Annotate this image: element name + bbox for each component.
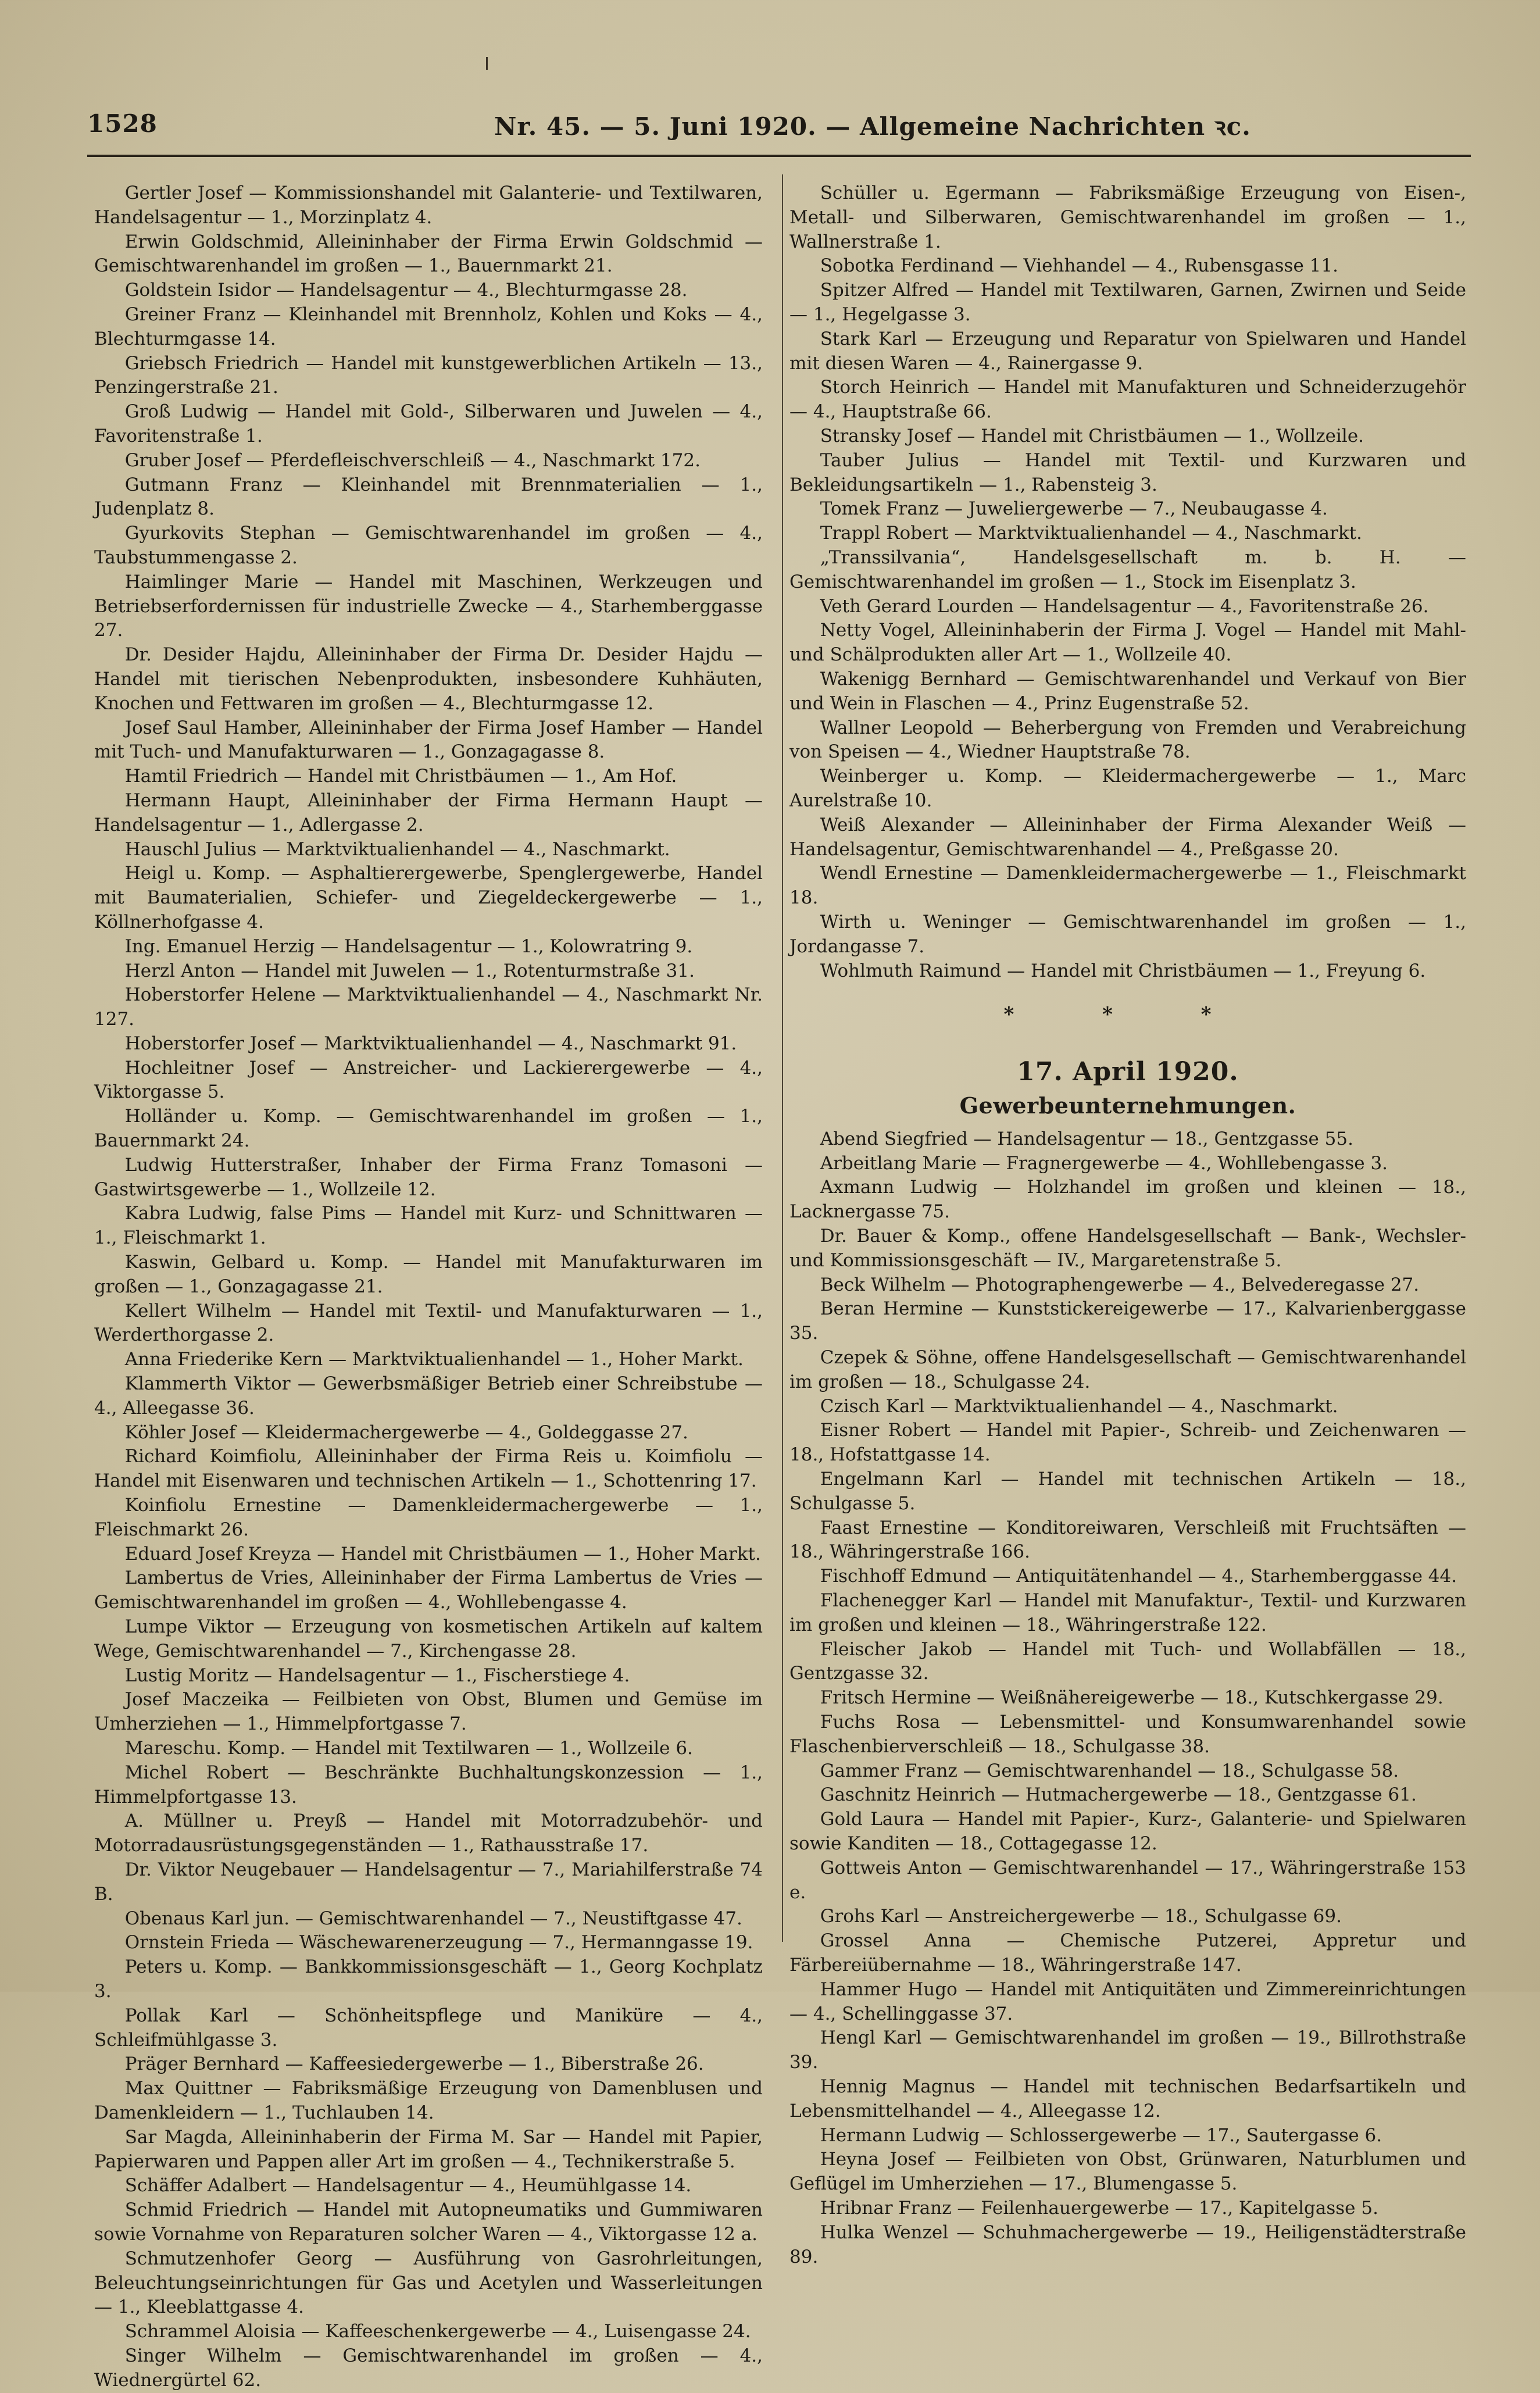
- business-entry: Holländer u. Komp. — Gemischtwarenhandel im großen — 1., Bauernmarkt 24.: [94, 1106, 763, 1152]
- running-head: Nr. 45. — 5. Juni 1920. — Allgemeine Nachrichten ꝛc.: [494, 112, 1251, 141]
- business-entry: Engelmann Karl — Handel mit technischen Artikeln — 18., Schulgasse 5.: [789, 1469, 1466, 1514]
- business-entry: Sar Magda, Alleininhaberin der Firma M. Sar — Handel mit Papier, Papierwaren und Pappen aller Art im großen — 4., Technikerstraße 5.: [94, 2126, 763, 2172]
- business-entry: Gaschnitz Heinrich — Hutmachergewerbe — 18., Gentzgasse 61.: [820, 1784, 1417, 1806]
- section-date: 17. April 1920.: [1017, 1057, 1239, 1087]
- business-entry: Grossel Anna — Chemische Putzerei, Appretur und Färbereiübernahme — 18., Währingerstraße 147.: [789, 1930, 1466, 1976]
- business-entry: Heigl u. Komp. — Asphaltierergewerbe, Spenglergewerbe, Handel mit Baumaterialien, Schiefer- und Ziegeldeckergewerbe — 1., Köllnerhofgasse 4.: [94, 863, 763, 933]
- business-entry: Wakenigg Bernhard — Gemischtwarenhandel und Verkauf von Bier und Wein in Flaschen — 4., Prinz Eugenstraße 52.: [789, 668, 1466, 714]
- business-entry: Goldstein Isidor — Handelsagentur — 4., Blechturmgasse 28.: [124, 280, 688, 301]
- business-entry: Weiß Alexander — Alleininhaber der Firma Alexander Weiß — Handelsagentur, Gemischtwarenhandel — 4., Preßgasse 20.: [789, 814, 1466, 860]
- business-entry: Mareschu. Komp. — Handel mit Textilwaren — 1., Wollzeile 6.: [124, 1738, 693, 1759]
- business-entry: Dr. Viktor Neugebauer — Handelsagentur — 7., Mariahilferstraße 74 B.: [94, 1859, 763, 1905]
- business-entry: Kellert Wilhelm — Handel mit Textil- und Manufakturwaren — 1., Werderthorgasse 2.: [94, 1300, 763, 1346]
- business-entry: Fuchs Rosa — Lebensmittel- und Konsumwarenhandel sowie Flaschenbierverschleiß — 18., Schulgasse 38.: [789, 1712, 1466, 1757]
- business-entry: Grohs Karl — Anstreichergewerbe — 18., Schulgasse 69.: [820, 1906, 1342, 1927]
- business-entry: Fischhoff Edmund — Antiquitätenhandel — 4., Starhemberggasse 44.: [820, 1566, 1457, 1587]
- business-entry: Spitzer Alfred — Handel mit Textilwaren, Garnen, Zwirnen und Seide — 1., Hegelgasse 3.: [789, 280, 1466, 325]
- business-entry: Dr. Desider Hajdu, Alleininhaber der Firma Dr. Desider Hajdu — Handel mit tierischen Nebenprodukten, insbesondere Kuhhäuten, Knochen und Fettwaren im großen — 4., Blechturmgasse 12.: [94, 644, 763, 714]
- business-entry: „Transsilvania“, Handelsgesellschaft m. b. H. — Gemischtwarenhandel im großen — 1., Stock im Eisenplatz 3.: [789, 547, 1466, 592]
- business-entry: Ornstein Frieda — Wäschewarenerzeugung — 7., Hermanngasse 19.: [124, 1932, 753, 1953]
- business-entry: Arbeitlang Marie — Fragnergewerbe — 4., Wohllebengasse 3.: [820, 1152, 1388, 1174]
- business-entry: Groß Ludwig — Handel mit Gold-, Silberwaren und Juwelen — 4., Favoritenstraße 1.: [94, 401, 763, 447]
- business-entry: Kabra Ludwig, false Pims — Handel mit Kurz- und Schnittwaren — 1., Fleischmarkt 1.: [94, 1203, 763, 1249]
- page-header: [87, 109, 1471, 144]
- business-entry: Dr. Bauer & Komp., offene Handelsgesellschaft — Bank-, Wechsler- und Kommissionsgeschäft — IV., Margaretenstraße 5.: [789, 1226, 1466, 1271]
- business-entry: Hochleitner Josef — Anstreicher- und Lackierergewerbe — 4., Viktorgasse 5.: [94, 1057, 763, 1103]
- business-entry: Flachenegger Karl — Handel mit Manufaktur-, Textil- und Kurzwaren im großen und kleinen — 18., Währingerstraße 122.: [789, 1590, 1466, 1635]
- business-entry: Trappl Robert — Marktviktualienhandel — 4., Naschmarkt.: [820, 523, 1362, 544]
- business-entry: Gottweis Anton — Gemischtwarenhandel — 17., Währingerstraße 153 e.: [789, 1857, 1466, 1903]
- business-entry: Wohlmuth Raimund — Handel mit Christbäumen — 1., Freyung 6.: [820, 960, 1426, 981]
- business-entry: Koinfiolu Ernestine — Damenkleidermachergewerbe — 1., Fleischmarkt 26.: [94, 1495, 763, 1540]
- business-entry: Hamtil Friedrich — Handel mit Christbäumen — 1., Am Hof.: [124, 766, 677, 787]
- business-entry: Kaswin, Gelbard u. Komp. — Handel mit Manufakturwaren im großen — 1., Gonzagagasse 21.: [94, 1252, 763, 1297]
- business-entry: Gertler Josef — Kommissionshandel mit Galanterie- und Textilwaren, Handelsagentur — 1., Morzinplatz 4.: [94, 183, 763, 228]
- business-entry: Fleischer Jakob — Handel mit Tuch- und Wollabfällen — 18., Gentzgasse 32.: [789, 1638, 1466, 1684]
- business-entry: Greiner Franz — Kleinhandel mit Brennholz, Kohlen und Koks — 4., Blechturmgasse 14.: [94, 303, 763, 349]
- business-entry: Eisner Robert — Handel mit Papier-, Schreib- und Zeichenwaren — 18., Hofstattgasse 14.: [789, 1420, 1466, 1466]
- business-entry: Beran Hermine — Kunststickereigewerbe — 17., Kalvarienberggasse 35.: [789, 1298, 1466, 1344]
- business-entry: Klammerth Viktor — Gewerbsmäßiger Betrieb einer Schreibstube — 4., Alleegasse 36.: [94, 1373, 763, 1419]
- business-entry: Josef Maczeika — Feilbieten von Obst, Blumen und Gemüse im Umherziehen — 1., Himmelpfortgasse 7.: [94, 1689, 763, 1735]
- business-entry: Hermann Haupt, Alleininhaber der Firma Hermann Haupt — Handelsagentur — 1., Adlergasse 2.: [94, 790, 763, 835]
- business-entry: Tomek Franz — Juweliergewerbe — 7., Neubaugasse 4.: [820, 498, 1328, 520]
- business-entry: Wirth u. Weninger — Gemischtwarenhandel im großen — 1., Jordangasse 7.: [789, 911, 1466, 957]
- business-entry: Heyna Josef — Feilbieten von Obst, Grünwaren, Naturblumen und Geflügel im Umherziehen — 17., Blumengasse 5.: [789, 2149, 1466, 2195]
- business-entry: Hoberstorfer Josef — Marktviktualienhandel — 4., Naschmarkt 91.: [124, 1033, 737, 1054]
- business-entry: Schmid Friedrich — Handel mit Autopneumatiks und Gummiwaren sowie Vornahme von Reparaturen solcher Waren — 4., Viktorgasse 12 a.: [94, 2199, 763, 2245]
- business-entry: Hauschl Julius — Marktviktualienhandel — 4., Naschmarkt.: [124, 838, 670, 860]
- section-separator: * * *: [1003, 1003, 1252, 1027]
- business-entry: Storch Heinrich — Handel mit Manufakturen und Schneiderzugehör — 4., Hauptstraße 66.: [789, 377, 1466, 423]
- business-entry: Hengl Karl — Gemischtwarenhandel im großen — 19., Billrothstraße 39.: [789, 2027, 1466, 2073]
- business-entry: Stransky Josef — Handel mit Christbäumen — 1., Wollzeile.: [820, 425, 1364, 447]
- business-entry: Czisch Karl — Marktviktualienhandel — 4., Naschmarkt.: [820, 1395, 1338, 1417]
- business-entry: Peters u. Komp. — Bankkommissionsgeschäft — 1., Georg Kochplatz 3.: [94, 1956, 763, 2002]
- business-entry: Hammer Hugo — Handel mit Antiquitäten und Zimmereinrichtungen — 4., Schellinggasse 37.: [789, 1978, 1466, 2024]
- business-entry: Gyurkovits Stephan — Gemischtwarenhandel im großen — 4., Taubstummengasse 2.: [94, 523, 763, 568]
- business-entry: Czepek & Söhne, offene Handelsgesellschaft — Gemischtwarenhandel im großen — 18., Schulgasse 24.: [789, 1347, 1466, 1392]
- business-entry: Lumpe Viktor — Erzeugung von kosmetischen Artikeln auf kaltem Wege, Gemischtwarenhandel — 7., Kirchengasse 28.: [94, 1616, 763, 1662]
- business-entry: Präger Bernhard — Kaffeesiedergewerbe — 1., Biberstraße 26.: [124, 2053, 704, 2075]
- business-entry: Gold Laura — Handel mit Papier-, Kurz-, Galanterie- und Spielwaren sowie Kanditen — 18., Cottagegasse 12.: [789, 1809, 1466, 1854]
- business-entry: Lustig Moritz — Handelsagentur — 1., Fischerstiege 4.: [124, 1665, 630, 1686]
- business-entry: Wallner Leopold — Beherbergung von Fremden und Verabreichung von Speisen — 4., Wiedner Hauptstraße 78.: [789, 717, 1466, 763]
- business-entry: Josef Saul Hamber, Alleininhaber der Firma Josef Hamber — Handel mit Tuch- und Manufakturwaren — 1., Gonzagagasse 8.: [94, 717, 763, 763]
- business-entry: Faast Ernestine — Konditoreiwaren, Verschleiß mit Fruchtsäften — 18., Währingerstraße 166.: [789, 1517, 1466, 1563]
- business-entry: Richard Koimfiolu, Alleininhaber der Firma Reis u. Koimfiolu — Handel mit Eisenwaren und technischen Artikeln — 1., Schottenring 17.: [94, 1446, 763, 1492]
- business-entry: Wendl Ernestine — Damenkleidermachergewerbe — 1., Fleischmarkt 18.: [789, 863, 1466, 909]
- page-number: 1528: [87, 109, 158, 138]
- business-entry: Ing. Emanuel Herzig — Handelsagentur — 1., Kolowratring 9.: [124, 935, 693, 957]
- business-entry: Hennig Magnus — Handel mit technischen Bedarfsartikeln und Lebensmittelhandel — 4., Alleegasse 12.: [789, 2076, 1466, 2121]
- business-entry: Max Quittner — Fabriksmäßige Erzeugung von Damenblusen und Damenkleidern — 1., Tuchlauben 14.: [94, 2078, 763, 2123]
- business-entry: Veth Gerard Lourden — Handelsagentur — 4., Favoritenstraße 26.: [820, 595, 1429, 617]
- business-entry: Lambertus de Vries, Alleininhaber der Firma Lambertus de Vries — Gemischtwarenhandel im großen — 4., Wohllebengasse 4.: [94, 1567, 763, 1613]
- business-entry: Weinberger u. Komp. — Kleidermachergewerbe — 1., Marc Aurelstraße 10.: [789, 766, 1466, 811]
- business-entry: Köhler Josef — Kleidermachergewerbe — 4., Goldeggasse 27.: [124, 1421, 688, 1443]
- business-entry: Erwin Goldschmid, Alleininhaber der Firma Erwin Goldschmid — Gemischtwarenhandel im großen — 1., Bauernmarkt 21.: [94, 231, 763, 277]
- business-entry: Herzl Anton — Handel mit Juwelen — 1., Rotenturmstraße 31.: [124, 960, 695, 981]
- business-entry: Fritsch Hermine — Weißnähereigewerbe — 18., Kutschkergasse 29.: [820, 1687, 1443, 1709]
- right-column: [789, 181, 1466, 2269]
- business-entry: Gammer Franz — Gemischtwarenhandel — 18., Schulgasse 58.: [820, 1760, 1399, 1781]
- business-entry: Gutmann Franz — Kleinhandel mit Brennmaterialien — 1., Judenplatz 8.: [94, 474, 763, 520]
- business-entry: Anna Friederike Kern — Marktviktualienhandel — 1., Hoher Markt.: [124, 1349, 744, 1370]
- business-entry: Ludwig Hutterstraßer, Inhaber der Firma Franz Tomasoni — Gastwirtsgewerbe — 1., Wollzeile 12.: [94, 1154, 763, 1200]
- right-top-entries: [789, 181, 1466, 983]
- business-entry: Haimlinger Marie — Handel mit Maschinen, Werkzeugen und Betriebserfordernissen für industrielle Zwecke — 4., Starhemberggasse 27.: [94, 571, 763, 641]
- business-entry: Stark Karl — Erzeugung und Reparatur von Spielwaren und Handel mit diesen Waren — 4., Rainergasse 9.: [789, 328, 1466, 374]
- business-entry: Tauber Julius — Handel mit Textil- und Kurzwaren und Bekleidungsartikeln — 1., Rabensteig 3.: [789, 449, 1466, 495]
- business-entry: Obenaus Karl jun. — Gemischtwarenhandel — 7., Neustiftgasse 47.: [124, 1908, 742, 1929]
- business-entry: Schäffer Adalbert — Handelsagentur — 4., Heumühlgasse 14.: [124, 2175, 692, 2196]
- business-entry: Griebsch Friedrich — Handel mit kunstgewerblichen Artikeln — 13., Penzingerstraße 21.: [94, 352, 763, 398]
- business-entry: A. Müllner u. Preyß — Handel mit Motorradzubehör- und Motorradausrüstungsgegenständen — 1., Rathausstraße 17.: [94, 1810, 763, 1856]
- right-bottom-entries: [789, 1127, 1466, 2269]
- business-entry: Netty Vogel, Alleininhaberin der Firma J. Vogel — Handel mit Mahl- und Schälprodukten aller Art — 1., Wollzeile 40.: [789, 620, 1466, 666]
- header-rule: [87, 155, 1471, 157]
- business-entry: Gruber Josef — Pferdefleischverschleiß — 4., Naschmarkt 172.: [124, 449, 701, 471]
- business-entry: Sobotka Ferdinand — Viehhandel — 4., Rubensgasse 11.: [820, 255, 1338, 277]
- business-entry: Singer Wilhelm — Gemischtwarenhandel im großen — 4., Wiednergürtel 62.: [94, 2345, 763, 2391]
- left-column: [94, 181, 763, 2393]
- business-entry: Michel Robert — Beschränkte Buchhaltungskonzession — 1., Himmelpfortgasse 13.: [94, 1762, 763, 1808]
- business-entry: Eduard Josef Kreyza — Handel mit Christbäumen — 1., Hoher Markt.: [124, 1543, 761, 1565]
- business-entry: Schmutzenhofer Georg — Ausführung von Gasrohrleitungen, Beleuchtungseinrichtungen für Gas und Acetylen und Wasserleitungen — 1., Kleeblattgasse 4.: [94, 2248, 763, 2318]
- business-entry: Hoberstorfer Helene — Marktviktualienhandel — 4., Naschmarkt Nr. 127.: [94, 984, 763, 1030]
- print-mark: [486, 57, 488, 70]
- section-subtitle: Gewerbeunternehmungen.: [959, 1092, 1296, 1119]
- business-entry: Axmann Ludwig — Holzhandel im großen und kleinen — 18., Lacknergasse 75.: [789, 1177, 1466, 1223]
- business-entry: Beck Wilhelm — Photographengewerbe — 4., Belvederegasse 27.: [820, 1274, 1420, 1295]
- business-entry: Pollak Karl — Schönheitspflege und Maniküre — 4., Schleifmühlgasse 3.: [94, 2005, 763, 2051]
- business-entry: Hermann Ludwig — Schlossergewerbe — 17., Sautergasse 6.: [820, 2124, 1382, 2146]
- business-entry: Abend Siegfried — Handelsagentur — 18., Gentzgasse 55.: [820, 1128, 1353, 1149]
- business-entry: Schüller u. Egermann — Fabriksmäßige Erzeugung von Eisen-, Metall- und Silberwaren, Gemischtwarenhandel im großen — 1., Wallnerstraße 1.: [789, 183, 1466, 252]
- business-entry: Hribnar Franz — Feilenhauergewerbe — 17., Kapitelgasse 5.: [820, 2197, 1378, 2219]
- business-entry: Hulka Wenzel — Schuhmachergewerbe — 19., Heiligenstädterstraße 89.: [789, 2221, 1466, 2267]
- business-entry: Schrammel Aloisia — Kaffeeschenkergewerbe — 4., Luisengasse 24.: [124, 2321, 751, 2342]
- column-divider: [782, 174, 783, 1942]
